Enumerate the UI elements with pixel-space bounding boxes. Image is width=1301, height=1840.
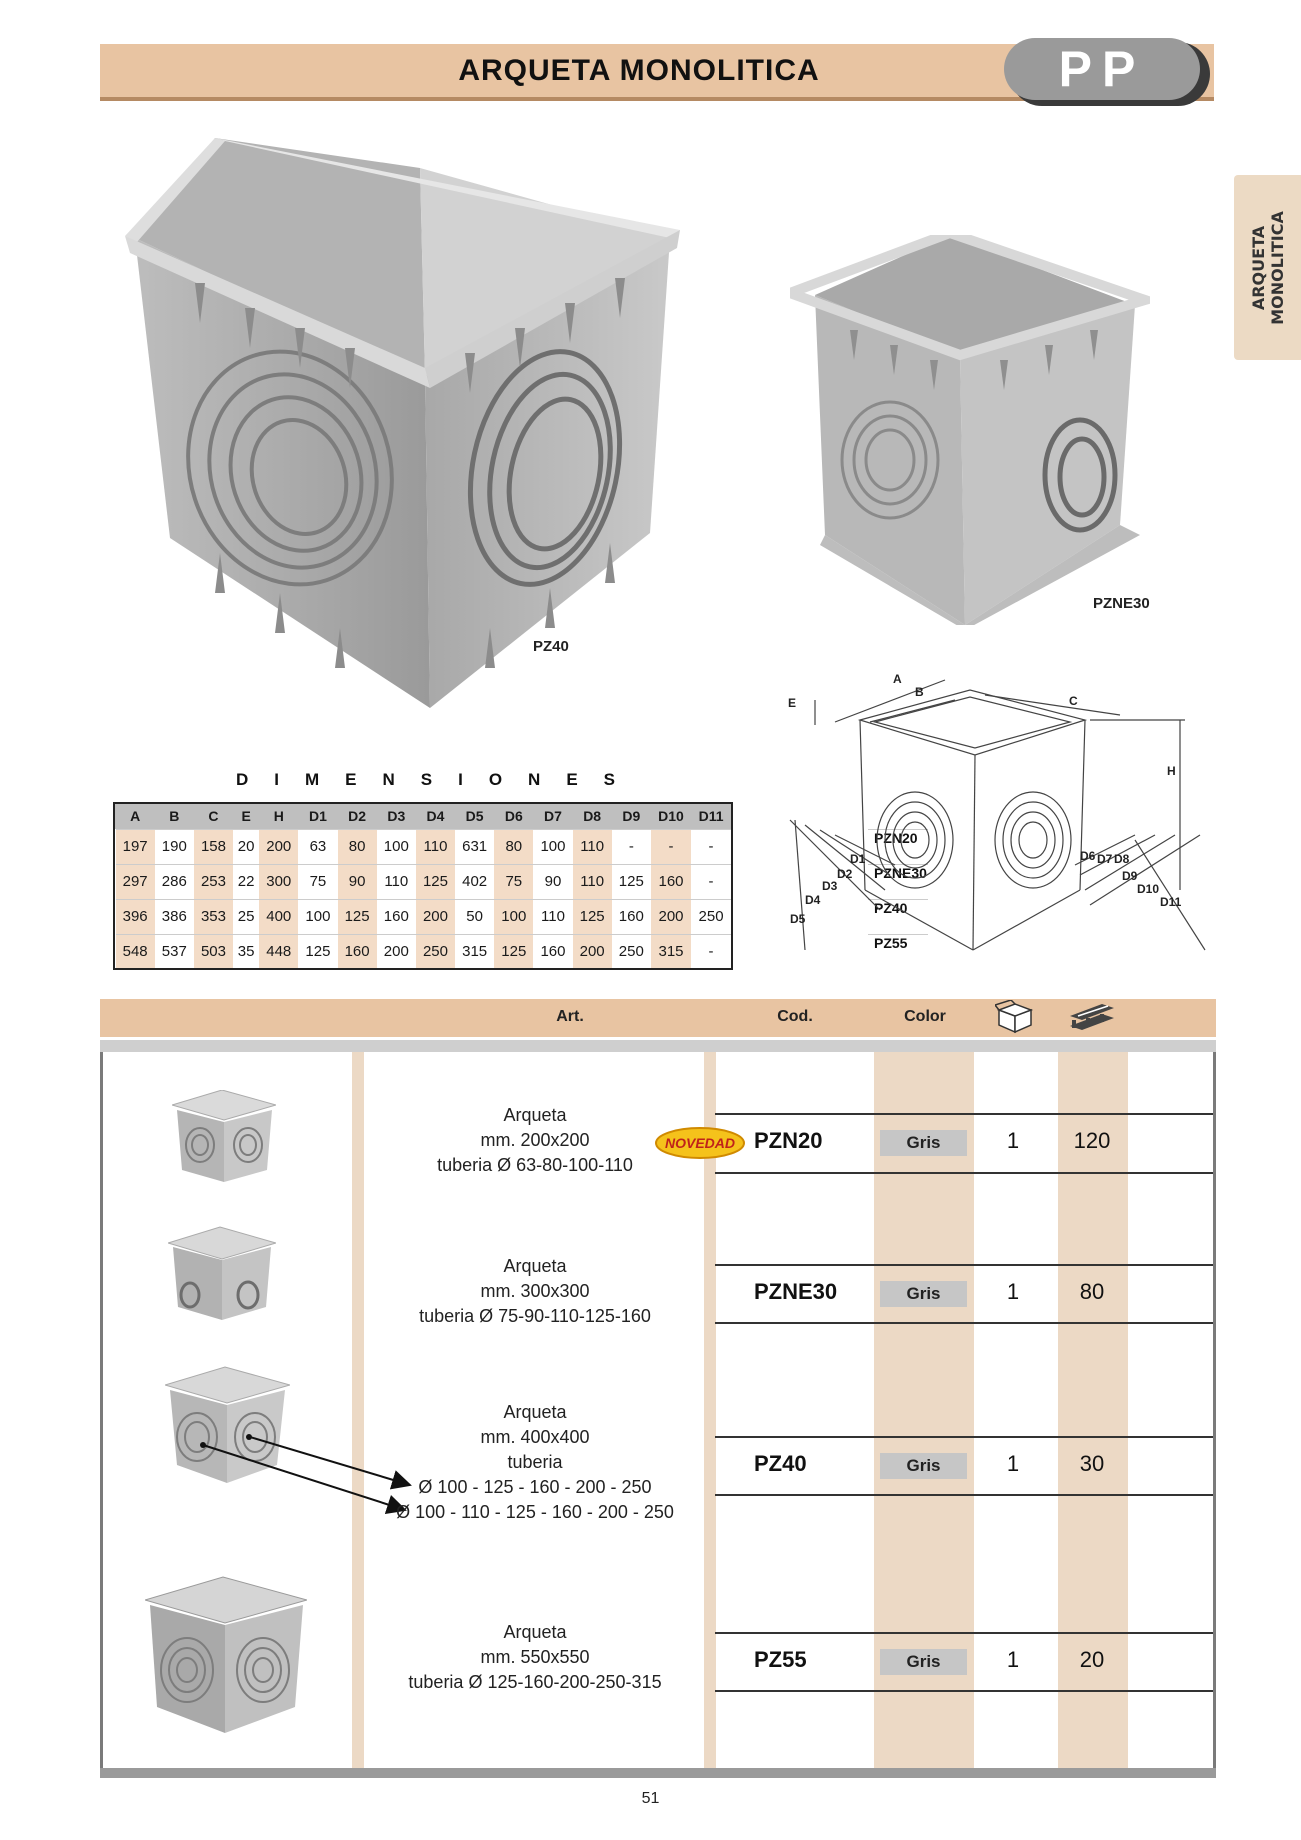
dimensions-cell: 537: [155, 934, 194, 969]
dimensions-cell: 315: [455, 934, 494, 969]
dimensions-col-header: B: [155, 803, 194, 829]
description-line: Ø 100 - 110 - 125 - 160 - 200 - 250: [396, 1502, 674, 1522]
dimensions-col-header: D3: [377, 803, 416, 829]
dimensions-col-header: D11: [691, 803, 732, 829]
dimensions-cell: 396: [116, 899, 155, 934]
dimensions-cell: 548: [116, 934, 155, 969]
diagram-label-c: C: [1069, 694, 1078, 708]
dimensions-cell: 125: [298, 934, 337, 969]
dimensions-cell: 200: [573, 934, 612, 969]
dimensions-cell: 160: [651, 864, 691, 899]
dimensions-cell: 90: [533, 864, 572, 899]
dimensions-col-header: E: [233, 803, 259, 829]
dimensions-cell: 50: [455, 899, 494, 934]
product-code: PZNE30: [754, 1279, 838, 1304]
description-line: mm. 550x550: [480, 1647, 590, 1667]
dimensions-code: PZ40: [868, 899, 928, 934]
box-icon: [995, 1000, 1035, 1034]
dimensions-cell: 250: [691, 899, 732, 934]
dimensions-table: [113, 802, 927, 970]
product-description: [365, 1620, 705, 1695]
dimensions-cell: 125: [338, 899, 377, 934]
pallet-quantity: 120: [1073, 1128, 1111, 1153]
box-quantity: 1: [1006, 1647, 1020, 1672]
dimensions-cell: 110: [533, 899, 572, 934]
row-divider: [715, 1113, 1213, 1115]
side-tab-line2: MONOLITICA: [1267, 210, 1287, 325]
box-quantity: 1: [1006, 1128, 1020, 1153]
dimensions-cell: 25: [233, 899, 259, 934]
dimensions-cell: 110: [573, 864, 612, 899]
description-line: Arqueta: [503, 1256, 567, 1276]
dimension-diagram: [775, 660, 1215, 960]
dimensions-cell: 35: [233, 934, 259, 969]
dimensions-cell: 250: [612, 934, 651, 969]
diagram-label-d2: D2: [837, 867, 853, 881]
dimensions-cell: 80: [494, 829, 533, 864]
dimensions-header-row: [114, 803, 732, 829]
dimensions-cell: 110: [377, 864, 416, 899]
dimensions-cell: 197: [116, 829, 155, 864]
pz55-thumbnail: [145, 1575, 307, 1735]
pallet-quantity: 20: [1079, 1647, 1105, 1672]
dimensions-cell: 160: [377, 899, 416, 934]
dimensions-row: [114, 829, 732, 864]
description-line: Arqueta: [503, 1622, 567, 1642]
row-divider: [715, 1264, 1213, 1266]
dimensions-cell: 100: [494, 899, 533, 934]
dimensions-cell: 200: [651, 899, 691, 934]
dimensions-cell: 297: [116, 864, 155, 899]
dimensions-cell: 200: [377, 934, 416, 969]
dimensions-cell: 160: [533, 934, 572, 969]
list-header-bar: [100, 999, 1216, 1037]
page-number: 51: [641, 1790, 660, 1807]
novedad-badge: [655, 1127, 745, 1159]
dimensions-cell: 286: [155, 864, 194, 899]
dimensions-col-header: D9: [612, 803, 651, 829]
dimensions-cell: 20: [233, 829, 259, 864]
row-divider: [715, 1690, 1213, 1692]
dimensions-col-header: A: [116, 803, 155, 829]
product-code: PZ55: [754, 1647, 807, 1672]
box-quantity: 1: [1006, 1279, 1020, 1304]
color-chip: Gris: [880, 1649, 967, 1675]
diagram-label-d9: D9: [1122, 869, 1138, 883]
diagram-label-d4: D4: [805, 893, 821, 907]
pzne30-thumbnail: [168, 1225, 276, 1325]
dimensions-row: [114, 864, 732, 899]
pzne30-photo-label: PZNE30: [1093, 595, 1150, 612]
description-line: tuberia: [507, 1452, 563, 1472]
color-chip: Gris: [880, 1130, 967, 1156]
pz40-photo: [125, 138, 685, 713]
row-divider: [715, 1436, 1213, 1438]
description-line: Ø 100 - 125 - 160 - 200 - 250: [418, 1477, 652, 1497]
dimensions-cell: 353: [194, 899, 233, 934]
product-code: PZN20: [754, 1128, 823, 1153]
row-divider: [715, 1494, 1213, 1496]
description-line: tuberia Ø 63-80-100-110: [437, 1155, 633, 1175]
dimensions-cell: 190: [155, 829, 194, 864]
novedad-text: NOVEDAD: [664, 1135, 736, 1151]
dimensions-col-header: D4: [416, 803, 455, 829]
diagram-label-d7: D7: [1097, 852, 1113, 866]
dimensions-col-header: D8: [573, 803, 612, 829]
pz40-photo-label: PZ40: [533, 638, 569, 655]
dimensions-cell: 110: [573, 829, 612, 864]
dimensions-row: [114, 934, 732, 969]
pzne30-photo: [790, 235, 1150, 625]
row-divider: [715, 1632, 1213, 1634]
pallet-quantity: 80: [1079, 1279, 1105, 1304]
product-code: PZ40: [754, 1451, 807, 1476]
dimensions-cell: 125: [612, 864, 651, 899]
dimensions-cell: 75: [298, 864, 337, 899]
side-tab-label: [1234, 175, 1301, 360]
dimensions-cell: -: [651, 829, 691, 864]
dimensions-cell: 125: [494, 934, 533, 969]
side-tab-line1: ARQUETA: [1248, 225, 1268, 310]
dimensions-cell: 125: [416, 864, 455, 899]
pzn20-thumbnail: [172, 1090, 276, 1185]
product-description: [365, 1400, 705, 1525]
diagram-label-b: B: [915, 685, 924, 699]
pallet-quantity: 30: [1079, 1451, 1105, 1476]
dimensions-cell: 80: [338, 829, 377, 864]
diagram-label-d8: D8: [1114, 852, 1130, 866]
art-column-strip-left: [352, 1052, 364, 1768]
list-bottom-bar: [100, 1768, 1216, 1778]
dimensions-col-header: D6: [494, 803, 533, 829]
color-chip: Gris: [880, 1453, 967, 1479]
dimensions-cell: 400: [259, 899, 298, 934]
dimensions-cell: -: [691, 829, 732, 864]
dimensions-cell: 158: [194, 829, 233, 864]
dimensions-col-header: D2: [338, 803, 377, 829]
description-line: mm. 200x200: [480, 1130, 590, 1150]
dimensions-code: PZNE30: [868, 864, 928, 899]
diagram-label-a: A: [893, 672, 902, 686]
description-line: mm. 400x400: [480, 1427, 590, 1447]
material-badge: PP: [1004, 38, 1200, 100]
diagram-label-d10: D10: [1137, 882, 1160, 896]
dimensions-cell: 448: [259, 934, 298, 969]
dimensions-cell: 100: [533, 829, 572, 864]
color-chip: Gris: [880, 1281, 967, 1307]
dimensions-cell: 200: [259, 829, 298, 864]
dimensions-cell: 100: [377, 829, 416, 864]
art-column-strip-right: [704, 1052, 716, 1768]
dimensions-cell: 75: [494, 864, 533, 899]
dimensions-cell: 63: [298, 829, 337, 864]
diagram-label-d1: D1: [850, 852, 866, 866]
dimensions-heading: DIMENSIONES: [236, 770, 642, 789]
dimensions-cell: 160: [612, 899, 651, 934]
dimensions-cell: 315: [651, 934, 691, 969]
dimensions-cell: -: [691, 934, 732, 969]
dimensions-row: [114, 899, 732, 934]
dimensions-col-header: D1: [298, 803, 337, 829]
dimensions-cell: 300: [259, 864, 298, 899]
dimensions-cell: 22: [233, 864, 259, 899]
dimensions-col-header: D5: [455, 803, 494, 829]
dimensions-cell: 160: [338, 934, 377, 969]
row-divider: [715, 1172, 1213, 1174]
dimensions-cell: 110: [416, 829, 455, 864]
description-line: Arqueta: [503, 1402, 567, 1422]
art-header: Art.: [556, 1008, 584, 1025]
description-line: mm. 300x300: [480, 1281, 590, 1301]
dimensions-cell: 631: [455, 829, 494, 864]
description-line: tuberia Ø 125-160-200-250-315: [408, 1672, 662, 1692]
description-line: Arqueta: [503, 1105, 567, 1125]
dimensions-col-header: D7: [533, 803, 572, 829]
list-header-strip: [100, 1040, 1216, 1052]
dimensions-cell: 250: [416, 934, 455, 969]
dimensions-cell: 100: [298, 899, 337, 934]
box-quantity: 1: [1006, 1451, 1020, 1476]
dimensions-code: PZ55: [868, 934, 928, 969]
dimensions-col-header: C: [194, 803, 233, 829]
dimensions-cell: 125: [573, 899, 612, 934]
dimensions-cell: -: [691, 864, 732, 899]
dimensions-col-header: H: [259, 803, 298, 829]
code-header: Cod.: [777, 1008, 813, 1025]
diagram-label-d6: D6: [1080, 849, 1096, 863]
color-header: Color: [904, 1008, 946, 1025]
product-description: [365, 1254, 705, 1329]
description-line: tuberia Ø 75-90-110-125-160: [419, 1306, 651, 1326]
diagram-label-d3: D3: [822, 879, 838, 893]
dimensions-col-header: D10: [651, 803, 691, 829]
dimensions-code: PZN20: [868, 829, 928, 864]
diagram-label-e: E: [788, 696, 797, 710]
dimensions-cell: 90: [338, 864, 377, 899]
row-divider: [715, 1322, 1213, 1324]
dimensions-cell: 503: [194, 934, 233, 969]
pallet-icon: [1068, 1002, 1116, 1032]
dimensions-cell: 386: [155, 899, 194, 934]
diagram-label-d11: D11: [1160, 895, 1182, 909]
product-description: [365, 1103, 705, 1178]
diagram-label-h: H: [1167, 764, 1176, 778]
diagram-label-d5: D5: [790, 912, 806, 926]
dimensions-cell: -: [612, 829, 651, 864]
dimensions-cell: 200: [416, 899, 455, 934]
dimensions-cell: 402: [455, 864, 494, 899]
page-title: ARQUETA MONOLITICA: [458, 54, 820, 87]
dimensions-cell: 253: [194, 864, 233, 899]
